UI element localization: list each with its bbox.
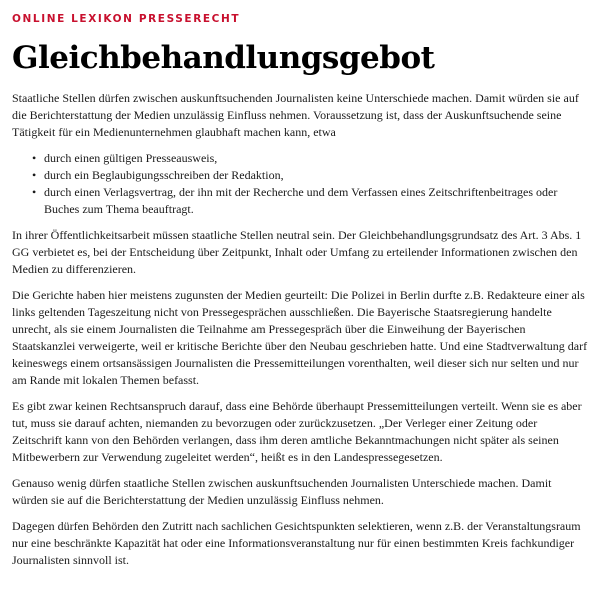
list-item-text: durch einen gültigen Presseausweis, [44, 151, 218, 165]
article-body [12, 90, 590, 569]
list-item-text: durch ein Beglaubigungsschreiben der Redaktion, [44, 168, 284, 182]
list-item [32, 184, 590, 218]
page-title: Gleichbehandlungsgebot [12, 40, 435, 76]
paragraph-court-rulings: Die Gerichte haben hier meistens zugunsten der Medien geurteilt: Die Polizei in Berlin durfte z.B. Redakteure einer als links geltenden Tageszeitung nicht von Pressegesprächen ausschließen. Die Bayerische Staatsregierung handelte unrecht, als sie einem Journalisten die Teilnahme am Pressegespräch über die Einweihung der Bayerischen Staatskanzlei verweigerte, weil er kritische Berichte über den Neubau geschrieben hatte. Und eine Stadtverwaltung darf keineswegs einem ortsansässigen Journalisten die Pressemitteilungen vorenthalten, weil dieser sich nur selten und nur am Rande mit lokalen Themen befasst. [12, 288, 588, 387]
bullet-icon: • [32, 151, 37, 165]
paragraph-selection: Dagegen dürfen Behörden den Zutritt nach sachlichen Gesichtspunkten selektieren, wenn z.B. der Veranstaltungsraum nur eine beschränkte Kapazität hat oder eine Informationsveranstaltung nur für einen bestimmten Kreis fachkundiger Journalisten sinnvoll ist. [12, 519, 581, 567]
list-item [32, 150, 590, 167]
paragraph-neutrality: In ihrer Öffentlichkeitsarbeit müssen staatliche Stellen neutral sein. Der Gleichbehandlungsgrundsatz des Art. 3 Abs. 1 GG verbietet es, bei der Entscheidung über Zeitpunkt, Inhalt oder Umfang zu erteilender Informationen zwischen den Medien zu differenzieren. [12, 228, 582, 276]
section-kicker: ONLINE LEXIKON PRESSERECHT [12, 13, 241, 25]
article [12, 0, 590, 569]
intro-paragraph: Staatliche Stellen dürfen zwischen auskunftsuchenden Journalisten keine Unterschiede machen. Damit würden sie auf die Berichterstattung der Medien unzulässig Einfluss nehmen. Voraussetzung ist, dass der Auskunftsuchende seine Tätigkeit für ein Medienunternehmen glaubhaft machen kann, etwa [12, 91, 579, 139]
bullet-list [12, 150, 590, 218]
bullet-icon: • [32, 168, 37, 182]
paragraph-press-releases: Es gibt zwar keinen Rechtsanspruch darauf, dass eine Behörde überhaupt Pressemitteilungen verteilt. Wenn sie es aber tut, muss sie darauf achten, niemanden zu bevorzugen oder zurückzusetzen. „Der Verleger einer Zeitung oder Zeitschrift kann von den Behörden verlangen, dass ihm deren amtliche Bekanntmachungen nicht später als seinen Mitbewerbern zur Verwendung zugeleitet werden“, heißt es in den Landespressegesetzen. [12, 399, 582, 464]
list-item-text: durch einen Verlagsvertrag, der ihn mit der Recherche und dem Verfassen eines Zeitschriftenbeitrages oder Buches zum Thema beauftragt. [44, 185, 558, 216]
list-item [32, 167, 590, 184]
paragraph-equal-treatment: Genauso wenig dürfen staatliche Stellen zwischen auskunftsuchenden Journalisten Unterschiede machen. Damit würden sie auf die Berichterstattung der Medien unzulässig Einfluss nehmen. [12, 476, 552, 507]
bullet-icon: • [32, 185, 37, 199]
